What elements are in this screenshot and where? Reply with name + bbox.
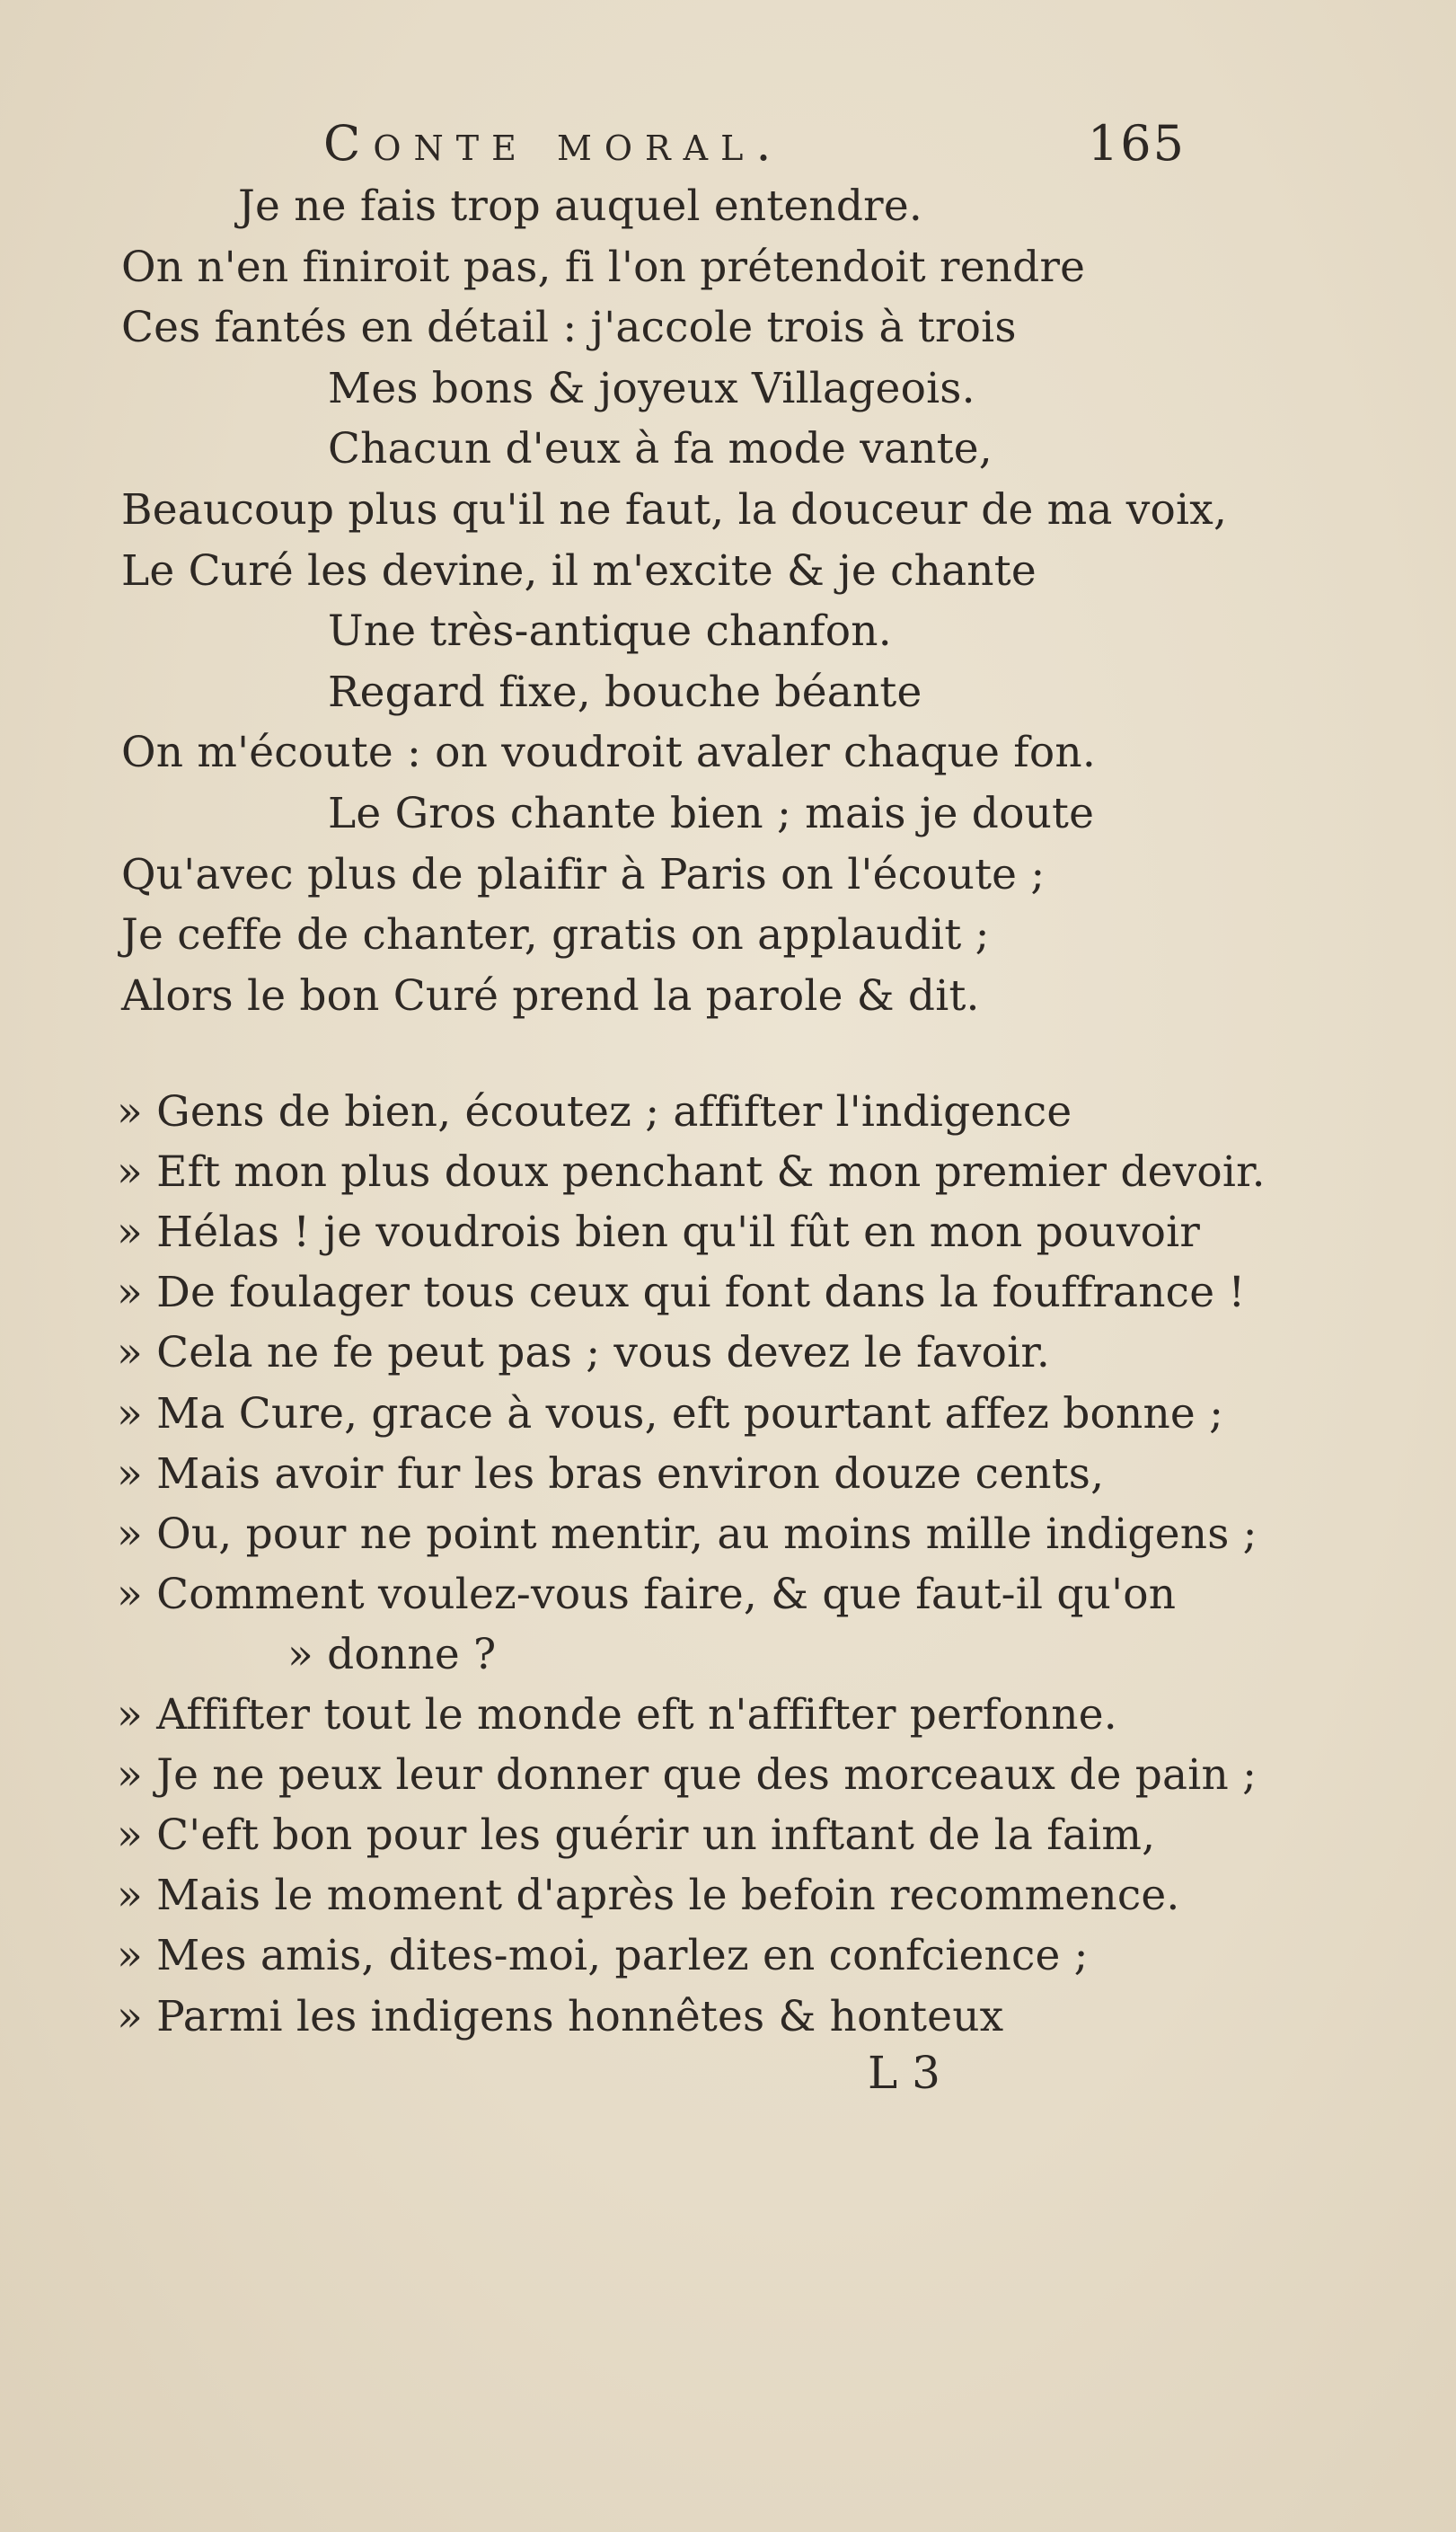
verse-line: » Gens de bien, écoutez ; affifter l'indigence [117,1087,1072,1137]
verse-line: » Mais avoir fur les bras environ douze cents, [117,1448,1105,1499]
verse-line: Mes bons & joyeux Villageois. [328,363,975,413]
verse-line: Le Gros chante bien ; mais je doute [328,789,1095,838]
verse-line: » Parmi les indigens honnêtes & honteux [117,1991,1004,2041]
verse-line: » Mais le moment d'après le befoin recommence. [117,1871,1180,1921]
running-title: Conte moral. [323,115,784,172]
signature-mark: L 3 [868,2047,940,2099]
verse-line: Je ne fais trop auquel entendre. [238,181,923,231]
verse-line: Ces fantés en détail : j'accole trois à trois [121,303,1017,353]
verse-line: » donne ? [287,1629,497,1679]
verse-line: Chacun d'eux à fa mode vante, [328,424,993,474]
verse-line: » De foulager tous ceux qui font dans la fouffrance ! [117,1268,1246,1318]
verse-line: » Affifter tout le monde eft n'affifter perfonne. [117,1690,1117,1740]
verse-line: On m'écoute : on voudroit avaler chaque fon. [121,728,1096,778]
verse-line: Une très-antique chanfon. [328,606,892,657]
verse-line: Regard fixe, bouche béante [328,667,922,717]
verse-line: Le Curé les devine, il m'excite & je chante [121,545,1037,596]
verse-line: » C'eft bon pour les guérir un inftant de la faim, [117,1810,1156,1861]
verse-line: » Hélas ! je voudrois bien qu'il fût en mon pouvoir [117,1208,1201,1258]
verse-line: » Eft mon plus doux penchant & mon premier devoir. [117,1147,1266,1198]
verse-line: Je ceffe de chanter, gratis on applaudit ; [121,910,990,961]
verse-line: » Ma Cure, grace à vous, eft pourtant affez bonne ; [117,1388,1224,1439]
verse-line: » Comment voulez-vous faire, & que faut-il qu'on [117,1569,1177,1619]
verse-line: Alors le bon Curé prend la parole & dit. [121,970,980,1021]
verse-line: » Je ne peux leur donner que des morceaux de pain ; [117,1750,1257,1801]
verse-line: » Ou, pour ne point mentir, au moins mille indigens ; [117,1509,1257,1559]
verse-line: Beaucoup plus qu'il ne faut, la douceur de ma voix, [121,485,1228,535]
verse-line: Qu'avec plus de plaifir à Paris on l'écoute ; [121,849,1046,899]
page-number: 165 [1087,115,1186,172]
verse-line: » Cela ne fe peut pas ; vous devez le favoir. [117,1328,1051,1378]
verse-line: On n'en finiroit pas, fi l'on prétendoit rendre [121,242,1086,292]
running-header [323,115,1186,187]
verse-line: » Mes amis, dites-moi, parlez en confcience ; [117,1931,1089,1981]
